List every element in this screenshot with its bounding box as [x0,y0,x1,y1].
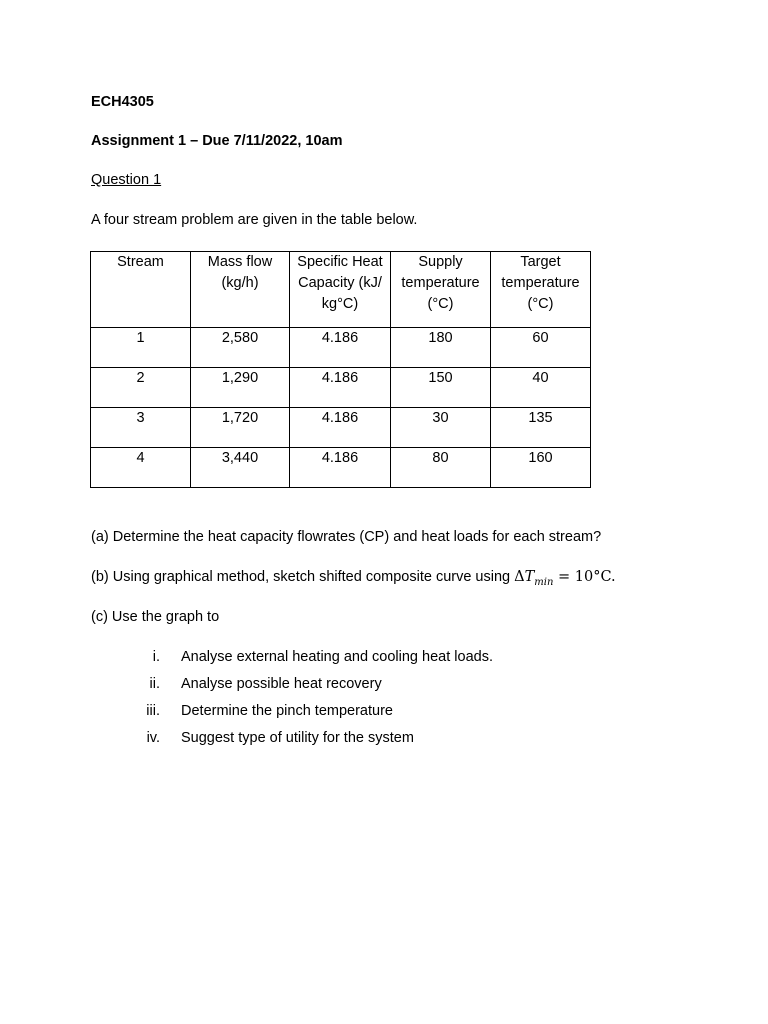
table-cell: 135 [491,408,591,448]
list-item-text: Determine the pinch temperature [181,703,393,719]
table-row [91,448,591,488]
header-stream [91,252,191,328]
header-stream-label: Stream [117,254,164,270]
header-specific-heat-line1: Specific Heat [297,254,383,270]
table-row [91,328,591,368]
table-cell: 4.186 [290,408,391,448]
course-code: ECH4305 [91,94,154,110]
table-cell: 4.186 [290,328,391,368]
header-mass-flow [191,252,290,328]
formula-value: = 10°C. [553,569,616,585]
header-target-line3: (°C) [527,296,554,312]
t-symbol: T [524,569,535,585]
table-cell: 3,440 [191,448,290,488]
table-cell: 4.186 [290,448,391,488]
part-c-text: (c) Use the graph to [91,609,220,625]
table-row [91,368,591,408]
part-a-text: (a) Determine the heat capacity flowrates (CP) and heat loads for each stream? [91,529,602,545]
list-numeral: ii. [149,676,160,692]
table-header-row [91,252,591,328]
table-cell: 1 [91,328,191,368]
delta-t-min-formula [514,569,616,588]
table-cell: 80 [391,448,491,488]
list-numeral: iv. [146,730,160,746]
header-specific-heat-line3: kg°C) [321,296,359,312]
table-cell: 60 [491,328,591,368]
list-numeral: i. [152,649,160,665]
question-label: Question 1 [91,172,162,188]
part-b-text [91,569,616,588]
list-item-text: Suggest type of utility for the system [181,730,414,746]
stream-table [90,251,591,488]
table-cell: 4.186 [290,368,391,408]
table-cell: 30 [391,408,491,448]
table-cell: 40 [491,368,591,408]
header-mass-flow-line2: (kg/h) [221,275,259,291]
table-cell: 150 [391,368,491,408]
header-supply-line1: Supply [418,254,463,270]
header-specific-heat-line2: Capacity (kJ/ [298,275,382,291]
list-item-text: Analyse possible heat recovery [181,676,382,692]
header-target-line2: temperature [501,275,580,291]
min-subscript: min [534,576,554,588]
table-cell: 3 [91,408,191,448]
table-cell: 1,720 [191,408,290,448]
delta-symbol: Δ [514,569,525,585]
assignment-title: Assignment 1 – Due 7/11/2022, 10am [91,133,343,149]
table-cell: 2,580 [191,328,290,368]
header-supply-line2: temperature [401,275,480,291]
table-cell: 2 [91,368,191,408]
table-cell: 160 [491,448,591,488]
table-cell: 1,290 [191,368,290,408]
intro-text: A four stream problem are given in the table below. [91,212,418,228]
part-b-prefix: (b) Using graphical method, sketch shifted composite curve using [91,569,515,585]
table-cell: 180 [391,328,491,368]
table-row [91,408,591,448]
header-supply-line3: (°C) [427,296,454,312]
header-mass-flow-line1: Mass flow [207,254,273,270]
header-target-line1: Target [520,254,561,270]
header-target-temperature [491,252,591,328]
list-numeral: iii. [146,703,160,719]
header-specific-heat [290,252,391,328]
list-item-text: Analyse external heating and cooling heat loads. [181,649,493,665]
header-supply-temperature [391,252,491,328]
table-cell: 4 [91,448,191,488]
